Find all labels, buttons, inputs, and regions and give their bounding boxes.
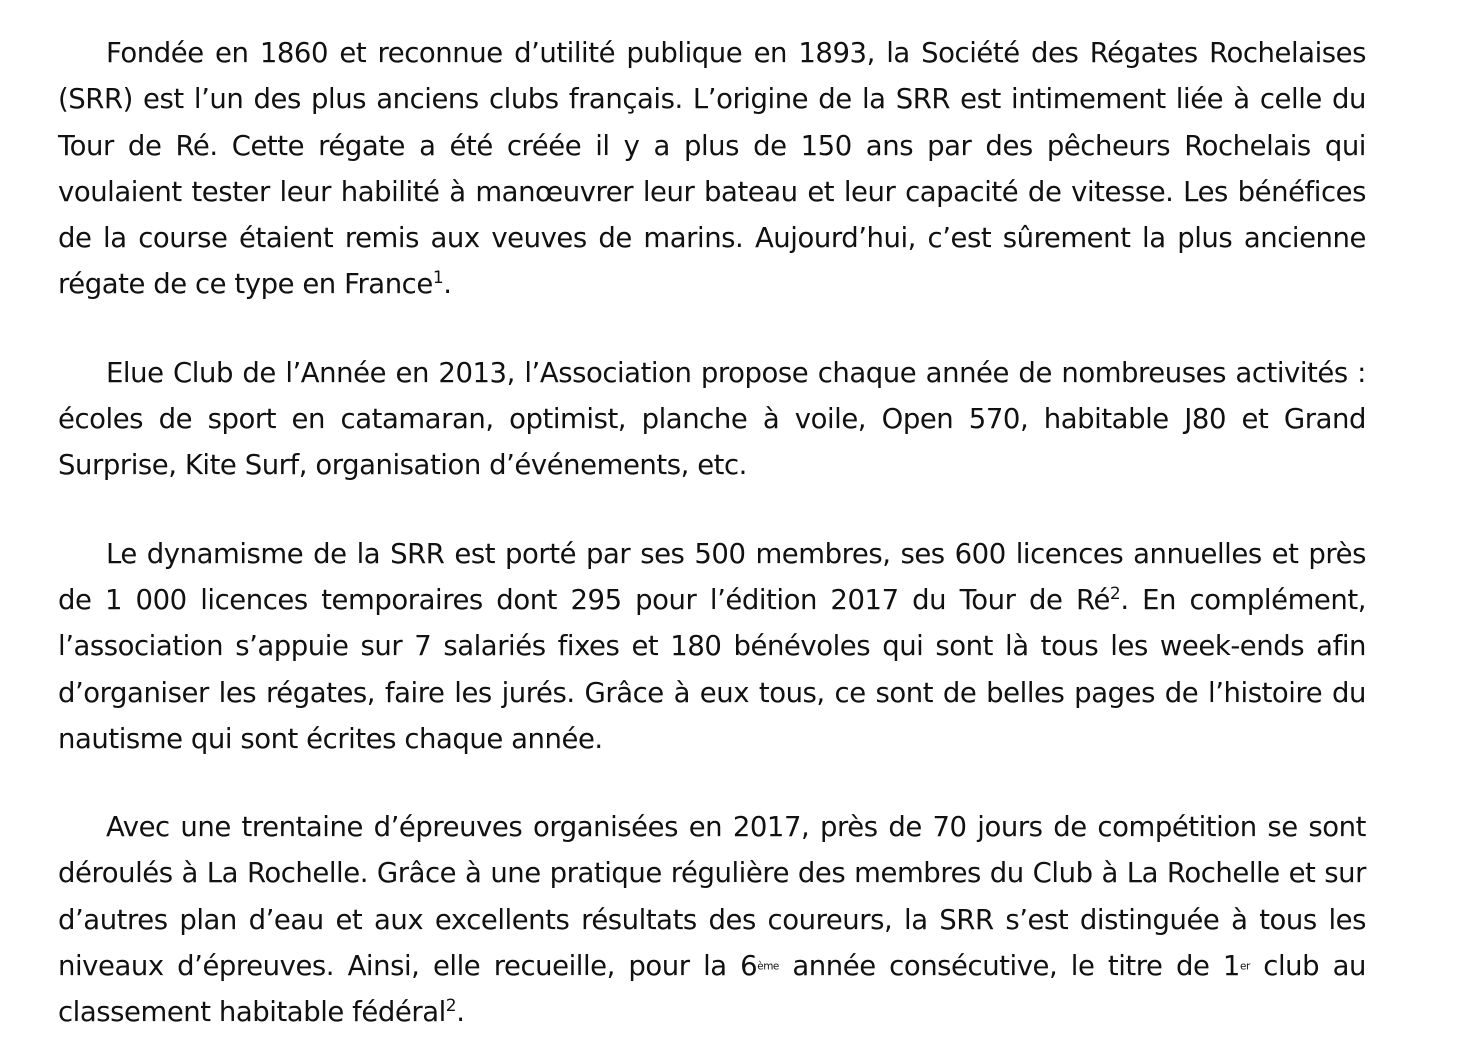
paragraph-text: année consécutive, le titre de 1: [778, 950, 1240, 983]
footnote-ref: 1: [432, 268, 444, 289]
paragraph-competitions: [58, 804, 1366, 1035]
paragraph-tail: .: [443, 268, 452, 301]
paragraph-text: Fondée en 1860 et reconnue d’utilité publique en 1893, la Société des Régates Rochelaises (SRR) est l’un des plus anciens clubs français. L’origine de la SRR est intimement liée à celle du Tour de Ré. Cette régate a été créée il y a plus de 150 ans par des pêcheurs Rochelais qui voulaient tester leur habilité à manœuvrer leur bateau et leur capacité de vitesse. Les bénéfices de la course étaient remis aux veuves de marins. Aujourd’hui, c’est sûrement la plus ancienne régate de ce type en France: [58, 37, 1366, 301]
paragraph-tail: .: [456, 996, 465, 1029]
document-body: [58, 30, 1366, 1036]
paragraph-text: Avec une trentaine d’épreuves organisées en 2017, près de 70 jours de compétition se sont déroulés à La Rochelle. Grâce à une pratique régulière des membres du Club à La Rochelle et sur d’autres plan d’eau et aux excellents résultats des coureurs, la SRR s’est distinguée à tous les niveaux d’épreuves. Ainsi, elle recueille, pour la 6: [58, 811, 1366, 983]
paragraph-text: . En complément, l’association s’appuie sur 7 salariés fixes et 180 bénévoles qui sont là tous les week-ends afin d’organiser les régates, faire les jurés. Grâce à eux tous, ce sont de belles pages de l’histoire du nautisme qui sont écrites chaque année.: [58, 583, 1366, 755]
paragraph-members: [58, 531, 1366, 762]
paragraph-activities: [58, 350, 1366, 489]
paragraph-text: Le dynamisme de la SRR est porté par ses 500 membres, ses 600 licences annuelles et près de 1 000 licences temporaires dont 295 pour l’édition 2017 du Tour de Ré: [58, 537, 1366, 616]
paragraph-text: Elue Club de l’Année en 2013, l’Association propose chaque année de nombreuses activités : écoles de sport en catamaran, optimist, planche à voile, Open 570, habitable J80 et Grand Surprise, Kite Surf, organisation d’événements, etc.: [58, 356, 1366, 482]
paragraph-text: club au classement habitable fédéral: [58, 950, 1366, 1029]
footnote-ref: 2: [445, 996, 457, 1017]
ordinal-suffix: er: [1239, 960, 1250, 973]
footnote-ref: 2: [1109, 583, 1121, 604]
paragraph-history: [58, 30, 1366, 308]
ordinal-suffix: ème: [757, 960, 779, 973]
